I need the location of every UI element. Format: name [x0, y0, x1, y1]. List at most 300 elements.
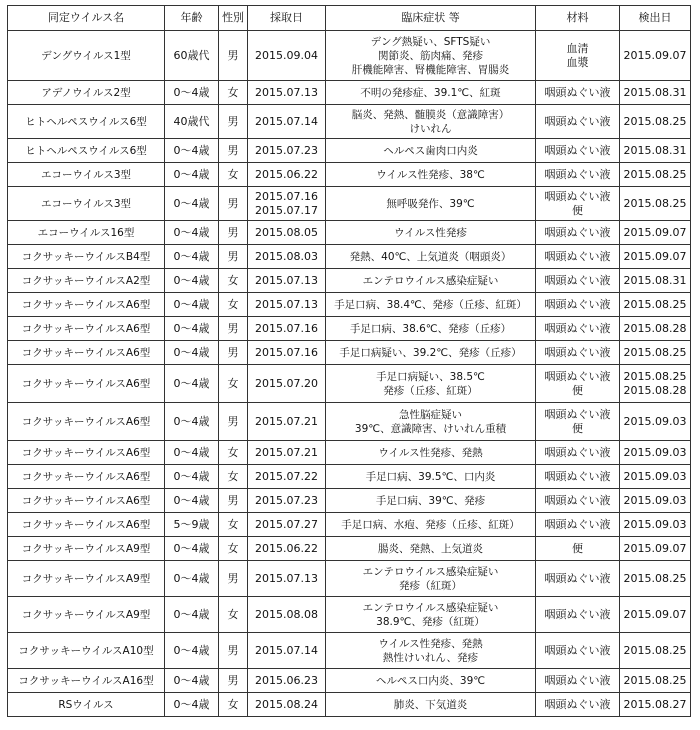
virus-cell: コクサッキーウイルスA6型: [8, 489, 165, 513]
material-cell-line: 咽頭ぬぐい液: [544, 673, 611, 687]
material-cell-line: 便: [572, 203, 583, 217]
detected-date-cell-line: 2015.08.31: [623, 85, 687, 99]
symptoms-cell: [326, 561, 536, 597]
symptoms-cell-line: 関節炎、筋肉痛、発疹: [378, 49, 483, 62]
symptoms-cell-line: エンテロウイルス感染症疑い: [362, 274, 499, 287]
age-cell: 0～4歳: [165, 403, 219, 441]
sex-cell: 女: [219, 693, 248, 717]
collected-date-cell: [248, 341, 326, 365]
collected-date-cell: [248, 317, 326, 341]
collected-date-cell: [248, 365, 326, 403]
collected-date-cell-line: 2015.07.27: [255, 517, 318, 531]
material-cell: [536, 561, 620, 597]
symptoms-cell: [326, 221, 536, 245]
age-cell: 0～4歳: [165, 537, 219, 561]
detected-date-cell-line: 2015.08.25: [623, 167, 687, 181]
material-cell: [536, 403, 620, 441]
virus-cell: ヒトヘルペスウイルス6型: [8, 139, 165, 163]
collected-date-cell-line: 2015.07.23: [255, 493, 318, 507]
table-row: [8, 221, 691, 245]
sex-cell: 女: [219, 513, 248, 537]
symptoms-cell-line: デング熱疑い、SFTS疑い: [370, 35, 491, 48]
symptoms-cell-line: 発疹（紅斑）: [399, 579, 462, 592]
material-cell-line: 咽頭ぬぐい液: [544, 143, 611, 157]
detected-date-cell: [620, 269, 691, 293]
collected-date-cell-line: 2015.07.20: [255, 376, 318, 390]
detected-date-cell-line: 2015.08.25: [623, 196, 687, 210]
age-cell: 0～4歳: [165, 293, 219, 317]
symptoms-cell: [326, 403, 536, 441]
table-row: [8, 633, 691, 669]
table-row: [8, 31, 691, 81]
material-cell-line: 咽頭ぬぐい液: [544, 114, 611, 128]
table-row: [8, 465, 691, 489]
table-row: [8, 537, 691, 561]
table-row: [8, 163, 691, 187]
collected-date-cell: [248, 693, 326, 717]
age-cell: 0～4歳: [165, 465, 219, 489]
table-row: [8, 317, 691, 341]
material-cell: [536, 441, 620, 465]
collected-date-cell-line: 2015.07.23: [255, 143, 318, 157]
table-row: [8, 693, 691, 717]
sex-cell: 男: [219, 105, 248, 139]
collected-date-cell-line: 2015.07.22: [255, 469, 318, 483]
sex-cell: 男: [219, 221, 248, 245]
material-cell-line: 咽頭ぬぐい液: [544, 85, 611, 99]
sex-cell: 女: [219, 597, 248, 633]
symptoms-cell: [326, 139, 536, 163]
virus-cell: コクサッキーウイルスA6型: [8, 341, 165, 365]
collected-date-cell: [248, 441, 326, 465]
header-symptoms: 臨床症状 等: [326, 6, 536, 31]
symptoms-cell-line: 38.9℃、発疹（紅斑）: [376, 615, 485, 628]
symptoms-cell-line: 手足口病、39℃、発疹: [375, 494, 486, 507]
symptoms-cell-line: ウイルス性発疹、38℃: [376, 168, 485, 181]
detected-date-cell: [620, 489, 691, 513]
detected-date-cell-line: 2015.08.25: [623, 345, 687, 359]
collected-date-cell: [248, 269, 326, 293]
collected-date-cell-line: 2015.09.04: [255, 48, 318, 62]
material-cell: [536, 31, 620, 81]
table-row: [8, 81, 691, 105]
detected-date-cell: [620, 31, 691, 81]
age-cell: 0～4歳: [165, 693, 219, 717]
symptoms-cell: [326, 317, 536, 341]
material-cell: [536, 341, 620, 365]
symptoms-cell: [326, 669, 536, 693]
symptoms-cell: [326, 693, 536, 717]
table-row: [8, 293, 691, 317]
collected-date-cell: [248, 105, 326, 139]
table-row: [8, 403, 691, 441]
collected-date-cell-line: 2015.08.03: [255, 249, 318, 263]
sex-cell: 女: [219, 269, 248, 293]
symptoms-cell: [326, 163, 536, 187]
symptoms-cell-line: 腸炎、発熱、上気道炎: [378, 542, 483, 555]
detected-date-cell: [620, 693, 691, 717]
symptoms-cell-line: 手足口病、38.6℃、発疹（丘疹）: [349, 322, 512, 335]
table-body: [8, 31, 691, 717]
symptoms-cell-line: 肺炎、下気道炎: [393, 698, 468, 711]
age-cell: 0～4歳: [165, 441, 219, 465]
age-cell: 0～4歳: [165, 341, 219, 365]
symptoms-cell: [326, 537, 536, 561]
virus-cell: アデノウイルス2型: [8, 81, 165, 105]
detected-date-cell-line: 2015.09.07: [623, 48, 687, 62]
table-row: [8, 441, 691, 465]
sex-cell: 男: [219, 245, 248, 269]
detected-date-cell: [620, 163, 691, 187]
detected-date-cell-line: 2015.08.31: [623, 143, 687, 157]
symptoms-cell-line: 熱性けいれん、発疹: [382, 651, 479, 664]
detected-date-cell: [620, 221, 691, 245]
material-cell: [536, 537, 620, 561]
collected-date-cell-line: 2015.07.21: [255, 414, 318, 428]
collected-date-cell: [248, 245, 326, 269]
collected-date-cell-line: 2015.07.13: [255, 273, 318, 287]
collected-date-cell: [248, 561, 326, 597]
symptoms-cell-line: ウイルス性発疹、発熱: [378, 446, 483, 459]
collected-date-cell: [248, 221, 326, 245]
material-cell-line: 咽頭ぬぐい液: [544, 571, 611, 585]
table-row: [8, 341, 691, 365]
collected-date-cell: [248, 293, 326, 317]
collected-date-cell: [248, 403, 326, 441]
detected-date-cell-line: 2015.08.31: [623, 273, 687, 287]
symptoms-cell: [326, 341, 536, 365]
material-cell-line: 咽頭ぬぐい液: [544, 225, 611, 239]
detected-date-cell: [620, 513, 691, 537]
virus-cell: デングウイルス1型: [8, 31, 165, 81]
detected-date-cell-line: 2015.08.25: [623, 369, 687, 383]
virus-cell: コクサッキーウイルスB4型: [8, 245, 165, 269]
detected-date-cell: [620, 561, 691, 597]
symptoms-cell: [326, 105, 536, 139]
material-cell-line: 咽頭ぬぐい液: [544, 297, 611, 311]
symptoms-cell: [326, 441, 536, 465]
material-cell: [536, 245, 620, 269]
symptoms-cell-line: ウイルス性発疹、発熱: [378, 637, 483, 650]
material-cell: [536, 669, 620, 693]
sex-cell: 男: [219, 31, 248, 81]
header-virus: 同定ウイルス名: [8, 6, 165, 31]
sex-cell: 女: [219, 465, 248, 489]
collected-date-cell-line: 2015.07.14: [255, 643, 318, 657]
symptoms-cell-line: 急性脳症疑い: [399, 408, 462, 421]
material-cell-line: 咽頭ぬぐい液: [544, 643, 611, 657]
detected-date-cell: [620, 245, 691, 269]
detected-date-cell: [620, 441, 691, 465]
age-cell: 0～4歳: [165, 633, 219, 669]
material-cell: [536, 597, 620, 633]
sex-cell: 男: [219, 561, 248, 597]
virus-cell: コクサッキーウイルスA9型: [8, 597, 165, 633]
collected-date-cell: [248, 597, 326, 633]
virus-cell: RSウイルス: [8, 693, 165, 717]
table-row: [8, 187, 691, 221]
material-cell: [536, 633, 620, 669]
symptoms-cell: [326, 31, 536, 81]
detected-date-cell: [620, 139, 691, 163]
collected-date-cell: [248, 465, 326, 489]
sex-cell: 男: [219, 669, 248, 693]
symptoms-cell-line: 手足口病、38.4℃、発疹（丘疹、紅斑）: [334, 298, 527, 311]
header-detected: 検出日: [620, 6, 691, 31]
virus-cell: コクサッキーウイルスA6型: [8, 365, 165, 403]
collected-date-cell: [248, 669, 326, 693]
table-row: [8, 669, 691, 693]
material-cell: [536, 269, 620, 293]
collected-date-cell-line: 2015.07.16: [255, 345, 318, 359]
detected-date-cell-line: 2015.08.25: [623, 673, 687, 687]
sex-cell: 男: [219, 489, 248, 513]
virus-cell: コクサッキーウイルスA10型: [8, 633, 165, 669]
virus-cell: コクサッキーウイルスA2型: [8, 269, 165, 293]
collected-date-cell-line: 2015.07.13: [255, 571, 318, 585]
material-cell: [536, 163, 620, 187]
material-cell: [536, 693, 620, 717]
detected-date-cell-line: 2015.09.03: [623, 493, 687, 507]
sex-cell: 男: [219, 187, 248, 221]
symptoms-cell: [326, 187, 536, 221]
material-cell-line: 咽頭ぬぐい液: [544, 249, 611, 263]
header-collected: 採取日: [248, 6, 326, 31]
age-cell: 0～4歳: [165, 317, 219, 341]
detected-date-cell: [620, 537, 691, 561]
detected-date-cell-line: 2015.08.25: [623, 114, 687, 128]
virus-cell: エコーウイルス3型: [8, 163, 165, 187]
virus-cell: コクサッキーウイルスA6型: [8, 441, 165, 465]
age-cell: 0～4歳: [165, 489, 219, 513]
material-cell: [536, 221, 620, 245]
sex-cell: 男: [219, 403, 248, 441]
age-cell: 40歳代: [165, 105, 219, 139]
symptoms-cell: [326, 465, 536, 489]
collected-date-cell-line: 2015.07.13: [255, 85, 318, 99]
collected-date-cell: [248, 31, 326, 81]
symptoms-cell-line: 発熱、40℃、上気道炎（咽頭炎）: [349, 250, 512, 263]
table-row: [8, 245, 691, 269]
header-row: [8, 6, 691, 31]
material-cell-line: 咽頭ぬぐい液: [544, 167, 611, 181]
material-cell: [536, 293, 620, 317]
collected-date-cell-line: 2015.08.08: [255, 607, 318, 621]
collected-date-cell-line: 2015.07.17: [255, 203, 318, 217]
symptoms-cell-line: 不明の発疹症、39.1℃、紅斑: [360, 86, 501, 99]
detected-date-cell-line: 2015.08.28: [623, 321, 687, 335]
symptoms-cell-line: 39℃、意識障害、けいれん重積: [354, 422, 507, 435]
symptoms-cell-line: ヘルペス口内炎、39℃: [375, 674, 486, 687]
material-cell: [536, 317, 620, 341]
collected-date-cell: [248, 81, 326, 105]
virus-cell: コクサッキーウイルスA6型: [8, 465, 165, 489]
detected-date-cell-line: 2015.08.25: [623, 297, 687, 311]
age-cell: 0～4歳: [165, 561, 219, 597]
detected-date-cell: [620, 597, 691, 633]
sex-cell: 男: [219, 317, 248, 341]
collected-date-cell-line: 2015.07.21: [255, 445, 318, 459]
material-cell: [536, 81, 620, 105]
symptoms-cell-line: 脳炎、発熱、髄膜炎（意識障害）: [351, 108, 510, 121]
table-row: [8, 597, 691, 633]
detected-date-cell-line: 2015.09.03: [623, 445, 687, 459]
table-row: [8, 269, 691, 293]
sex-cell: 男: [219, 341, 248, 365]
detected-date-cell: [620, 465, 691, 489]
detected-date-cell-line: 2015.09.07: [623, 607, 687, 621]
collected-date-cell-line: 2015.06.22: [255, 541, 318, 555]
symptoms-cell-line: けいれん: [409, 122, 452, 135]
header-sex: 性別: [219, 6, 248, 31]
age-cell: 0～4歳: [165, 221, 219, 245]
sex-cell: 女: [219, 537, 248, 561]
detected-date-cell-line: 2015.09.03: [623, 414, 687, 428]
sex-cell: 女: [219, 441, 248, 465]
material-cell-line: 咽頭ぬぐい液: [544, 697, 611, 711]
detected-date-cell-line: 2015.09.03: [623, 517, 687, 531]
virus-cell: コクサッキーウイルスA16型: [8, 669, 165, 693]
symptoms-cell-line: エンテロウイルス感染症疑い: [362, 565, 499, 578]
age-cell: 5～9歳: [165, 513, 219, 537]
symptoms-cell: [326, 245, 536, 269]
sex-cell: 女: [219, 163, 248, 187]
detected-date-cell: [620, 341, 691, 365]
age-cell: 0～4歳: [165, 163, 219, 187]
sex-cell: 男: [219, 633, 248, 669]
virus-cell: エコーウイルス3型: [8, 187, 165, 221]
material-cell-line: 咽頭ぬぐい液: [544, 469, 611, 483]
collected-date-cell-line: 2015.07.16: [255, 189, 318, 203]
material-cell: [536, 187, 620, 221]
header-material: 材料: [536, 6, 620, 31]
collected-date-cell: [248, 489, 326, 513]
symptoms-cell-line: ウイルス性発疹: [394, 226, 467, 239]
symptoms-cell-line: 無呼吸発作、39℃: [386, 197, 475, 210]
detected-date-cell: [620, 105, 691, 139]
table-row: [8, 513, 691, 537]
material-cell-line: 咽頭ぬぐい液: [544, 607, 611, 621]
symptoms-cell: [326, 489, 536, 513]
age-cell: 0～4歳: [165, 187, 219, 221]
symptoms-cell-line: 発疹（丘疹、紅斑）: [383, 384, 478, 397]
detected-date-cell-line: 2015.08.27: [623, 697, 687, 711]
symptoms-cell-line: 手足口病疑い、38.5℃: [376, 370, 485, 383]
symptoms-cell: [326, 293, 536, 317]
symptoms-cell: [326, 81, 536, 105]
virus-cell: コクサッキーウイルスA9型: [8, 537, 165, 561]
age-cell: 0～4歳: [165, 597, 219, 633]
symptoms-cell: [326, 633, 536, 669]
collected-date-cell: [248, 139, 326, 163]
detected-date-cell-line: 2015.08.28: [623, 383, 687, 397]
collected-date-cell-line: 2015.07.14: [255, 114, 318, 128]
detected-date-cell: [620, 669, 691, 693]
sex-cell: 女: [219, 293, 248, 317]
collected-date-cell-line: 2015.07.16: [255, 321, 318, 335]
age-cell: 0～4歳: [165, 139, 219, 163]
symptoms-cell-line: エンテロウイルス感染症疑い: [362, 601, 499, 614]
material-cell: [536, 139, 620, 163]
table-row: [8, 561, 691, 597]
age-cell: 0～4歳: [165, 669, 219, 693]
table-row: [8, 105, 691, 139]
detected-date-cell-line: 2015.09.03: [623, 469, 687, 483]
material-cell-line: 咽頭ぬぐい液: [544, 273, 611, 287]
collected-date-cell: [248, 187, 326, 221]
material-cell-line: 便: [572, 383, 583, 397]
material-cell-line: 咽頭ぬぐい液: [544, 369, 611, 383]
virus-cell: ヒトヘルペスウイルス6型: [8, 105, 165, 139]
material-cell-line: 咽頭ぬぐい液: [544, 517, 611, 531]
material-cell-line: 咽頭ぬぐい液: [544, 321, 611, 335]
material-cell-line: 咽頭ぬぐい液: [544, 445, 611, 459]
symptoms-cell: [326, 269, 536, 293]
collected-date-cell-line: 2015.06.23: [255, 673, 318, 687]
symptoms-cell: [326, 513, 536, 537]
detected-date-cell-line: 2015.08.25: [623, 571, 687, 585]
table-row: [8, 489, 691, 513]
collected-date-cell: [248, 513, 326, 537]
material-cell: [536, 465, 620, 489]
material-cell-line: 便: [572, 421, 583, 435]
detected-date-cell: [620, 403, 691, 441]
material-cell-line: 便: [572, 541, 583, 555]
detected-date-cell: [620, 365, 691, 403]
collected-date-cell-line: 2015.08.05: [255, 225, 318, 239]
material-cell-line: 咽頭ぬぐい液: [544, 189, 611, 203]
age-cell: 60歳代: [165, 31, 219, 81]
detected-date-cell: [620, 633, 691, 669]
table-row: [8, 365, 691, 403]
symptoms-cell: [326, 365, 536, 403]
symptoms-cell-line: ヘルペス歯肉口内炎: [383, 144, 478, 157]
material-cell-line: 咽頭ぬぐい液: [544, 345, 611, 359]
age-cell: 0～4歳: [165, 81, 219, 105]
material-cell-line: 血漿: [566, 55, 589, 69]
sex-cell: 女: [219, 81, 248, 105]
detected-date-cell-line: 2015.09.07: [623, 541, 687, 555]
symptoms-cell: [326, 597, 536, 633]
virus-cell: コクサッキーウイルスA6型: [8, 317, 165, 341]
collected-date-cell-line: 2015.08.24: [255, 697, 318, 711]
material-cell: [536, 365, 620, 403]
age-cell: 0～4歳: [165, 245, 219, 269]
symptoms-cell-line: 肝機能障害、腎機能障害、胃腸炎: [351, 63, 510, 76]
table-row: [8, 139, 691, 163]
detected-date-cell: [620, 317, 691, 341]
material-cell-line: 血清: [566, 41, 589, 55]
material-cell: [536, 105, 620, 139]
material-cell: [536, 513, 620, 537]
detected-date-cell-line: 2015.09.07: [623, 249, 687, 263]
material-cell-line: 咽頭ぬぐい液: [544, 407, 611, 421]
collected-date-cell-line: 2015.06.22: [255, 167, 318, 181]
detected-date-cell: [620, 81, 691, 105]
material-cell-line: 咽頭ぬぐい液: [544, 493, 611, 507]
detected-date-cell-line: 2015.08.25: [623, 643, 687, 657]
virus-cell: コクサッキーウイルスA9型: [8, 561, 165, 597]
virus-cell: エコーウイルス16型: [8, 221, 165, 245]
detected-date-cell-line: 2015.09.07: [623, 225, 687, 239]
detected-date-cell: [620, 293, 691, 317]
age-cell: 0～4歳: [165, 365, 219, 403]
virus-cell: コクサッキーウイルスA6型: [8, 293, 165, 317]
virus-cell: コクサッキーウイルスA6型: [8, 513, 165, 537]
sex-cell: 女: [219, 365, 248, 403]
sex-cell: 男: [219, 139, 248, 163]
age-cell: 0～4歳: [165, 269, 219, 293]
